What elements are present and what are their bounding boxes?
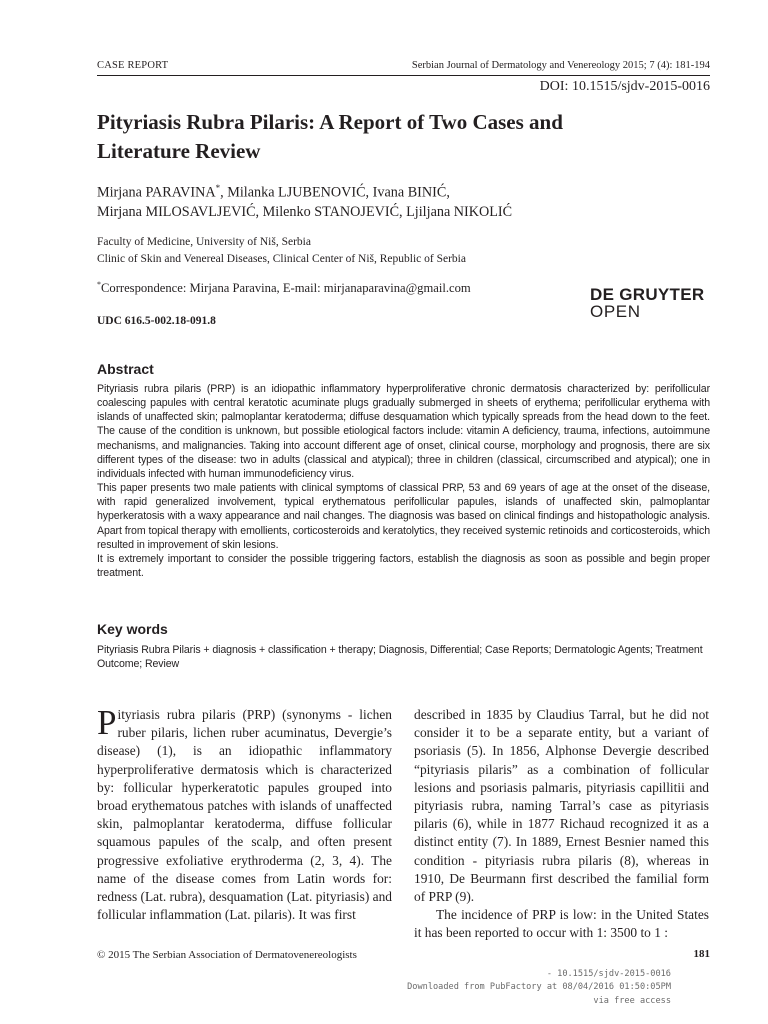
author-line-2: Mirjana MILOSAVLJEVIĆ, Milenko STANOJEVIĆ, Ljiljana NIKOLIĆ xyxy=(97,204,513,221)
download-watermark xyxy=(407,968,671,1008)
incidence-paragraph: The incidence of PRP is low: in the United States it has been reported to occur with 1: 3500 to 1 : xyxy=(414,907,709,941)
page-number: 181 xyxy=(693,948,710,960)
abstract-body xyxy=(97,382,710,580)
abstract-paragraph: This paper presents two male patients with clinical symptoms of classical PRP, 53 and 69 years of age at the onset of the disease, with rapid generalized involvement, typical erythematous perifollicular papules, islands of unaffected skin, palmoplantar hyperkeratosis with a waxy appearance and nail changes. The diagnosis was based on clinical findings and histopathologic analysis. Apart from topical therapy with emollients, corticosteroids and keratolytics, they received systemic retinoids and corticosteroids, which resulted in improvement of skin lesions. xyxy=(97,482,710,551)
intro-text: ityriasis rubra pilaris (PRP) (synonyms - lichen ruber pilaris, lichen ruber acuminatus, Devergie’s disease) (1), is an idiopathic inflammatory hyperproliferative dermatosis which is characterized by: follicular hyperkeratotic papules grouped into broad erythematous patches with islands of unaffected skin, palmoplantar keratoderma, diffuse follicular squamous papules of the scalp, and often present progressive exfoliative erythroderma (2, 3, 4). The name of the disease comes from Latin words for: redness (Lat. rubra), desquamation (Lat. pityriasis) and follicular inflammation (Lat. pilaris). It was first xyxy=(97,707,392,923)
intro-paragraph xyxy=(97,703,392,924)
body-column-right xyxy=(414,706,709,943)
doi[interactable]: DOI: 10.1515/sjdv-2015-0016 xyxy=(539,79,710,94)
drop-cap: P xyxy=(97,703,117,742)
logo-line-1: DE GRUYTER xyxy=(590,285,705,304)
header-divider xyxy=(97,75,710,76)
logo-line-2: OPEN xyxy=(590,302,641,321)
history-paragraph: described in 1835 by Claudius Tarral, but he did not consider it to be a separate entity, but a variant of psoriasis (5). In 1856, Alphonse Devergie described “pityriasis pilaris” as a combination of follicular lesions and psoriasis palmaris, pityriasis capillitii and pityriasis rubra, naming Tarral’s case as pityriasis pilaris (6), while in 1877 Richaud recognized it as a distinct entity (7). In 1889, Ernest Besnier named this condition - pityriasis rubra pilaris (8), whereas in 1910, De Beurmann first described the familial form of PRP (9). xyxy=(414,707,709,905)
udc-code: UDC 616.5-002.18-091.8 xyxy=(97,315,216,327)
affiliation-2: Clinic of Skin and Venereal Diseases, Clinical Center of Niš, Republic of Serbia xyxy=(97,252,466,265)
watermark-line: Downloaded from PubFactory at 08/04/2016 01:50:05PM xyxy=(407,982,671,993)
abstract-paragraph: It is extremely important to consider the possible triggering factors, establish the diagnosis as soon as possible and begin proper treatment. xyxy=(97,552,710,580)
abstract-heading: Abstract xyxy=(97,361,154,377)
author-list xyxy=(97,179,637,223)
watermark-line: via free access xyxy=(593,995,671,1006)
author-line-1-a: Mirjana PARAVINA xyxy=(97,184,216,201)
affiliations xyxy=(97,234,657,267)
keywords-heading: Key words xyxy=(97,621,168,637)
section-label: CASE REPORT xyxy=(97,60,169,71)
publisher-logo xyxy=(590,286,704,320)
copyright-notice: © 2015 The Serbian Association of Dermatovenereologists xyxy=(97,949,357,961)
author-line-1-b: , Milanka LJUBENOVIĆ, Ivana BINIĆ, xyxy=(220,184,450,201)
correspondence xyxy=(97,281,577,296)
watermark-line: - 10.1515/sjdv-2015-0016 xyxy=(546,969,671,979)
journal-citation: Serbian Journal of Dermatology and Venereology 2015; 7 (4): 181-194 xyxy=(411,60,710,71)
corresponding-author-mark: * xyxy=(215,183,221,193)
abstract-paragraph: Pityriasis rubra pilaris (PRP) is an idiopathic inflammatory hyperproliferative chronic dermatosis characterized by: perifollicular coalescing papules with central keratotic acuminate plugs gradually submerged in sheets of erythema; perifollicular erythema with islands of unaffected skin; palmoplantar keratoderma; diffuse desquamation which typically spreads from the head down to the feet. The cause of the condition is unknown, but possible etiological factors include: vitamin A deficiency, trauma, infections, autoimmune mechanisms, and malignancies. Taking into account different age of onset, clinical course, morphology and prognosis, there are six different types of the disease: two in adults (classical and atypical); three in children (classical, circumscribed and atypical); one in individuals infected with human immunodeficiency virus. xyxy=(97,383,710,480)
body-column-left xyxy=(97,703,392,924)
affiliation-1: Faculty of Medicine, University of Niš, Serbia xyxy=(97,236,311,248)
correspondence-text: Correspondence: Mirjana Paravina, E-mail: mirjanaparavina@gmail.com xyxy=(101,281,471,295)
correspondence-mark: * xyxy=(97,279,101,289)
article-title: Pityriasis Rubra Pilaris: A Report of Two Cases and Literature Review xyxy=(97,110,563,163)
keywords-text: Pityriasis Rubra Pilaris + diagnosis + classification + therapy; Diagnosis, Differential; Case Reports; Dermatologic Agents; Treatment Outcome; Review xyxy=(97,644,703,671)
